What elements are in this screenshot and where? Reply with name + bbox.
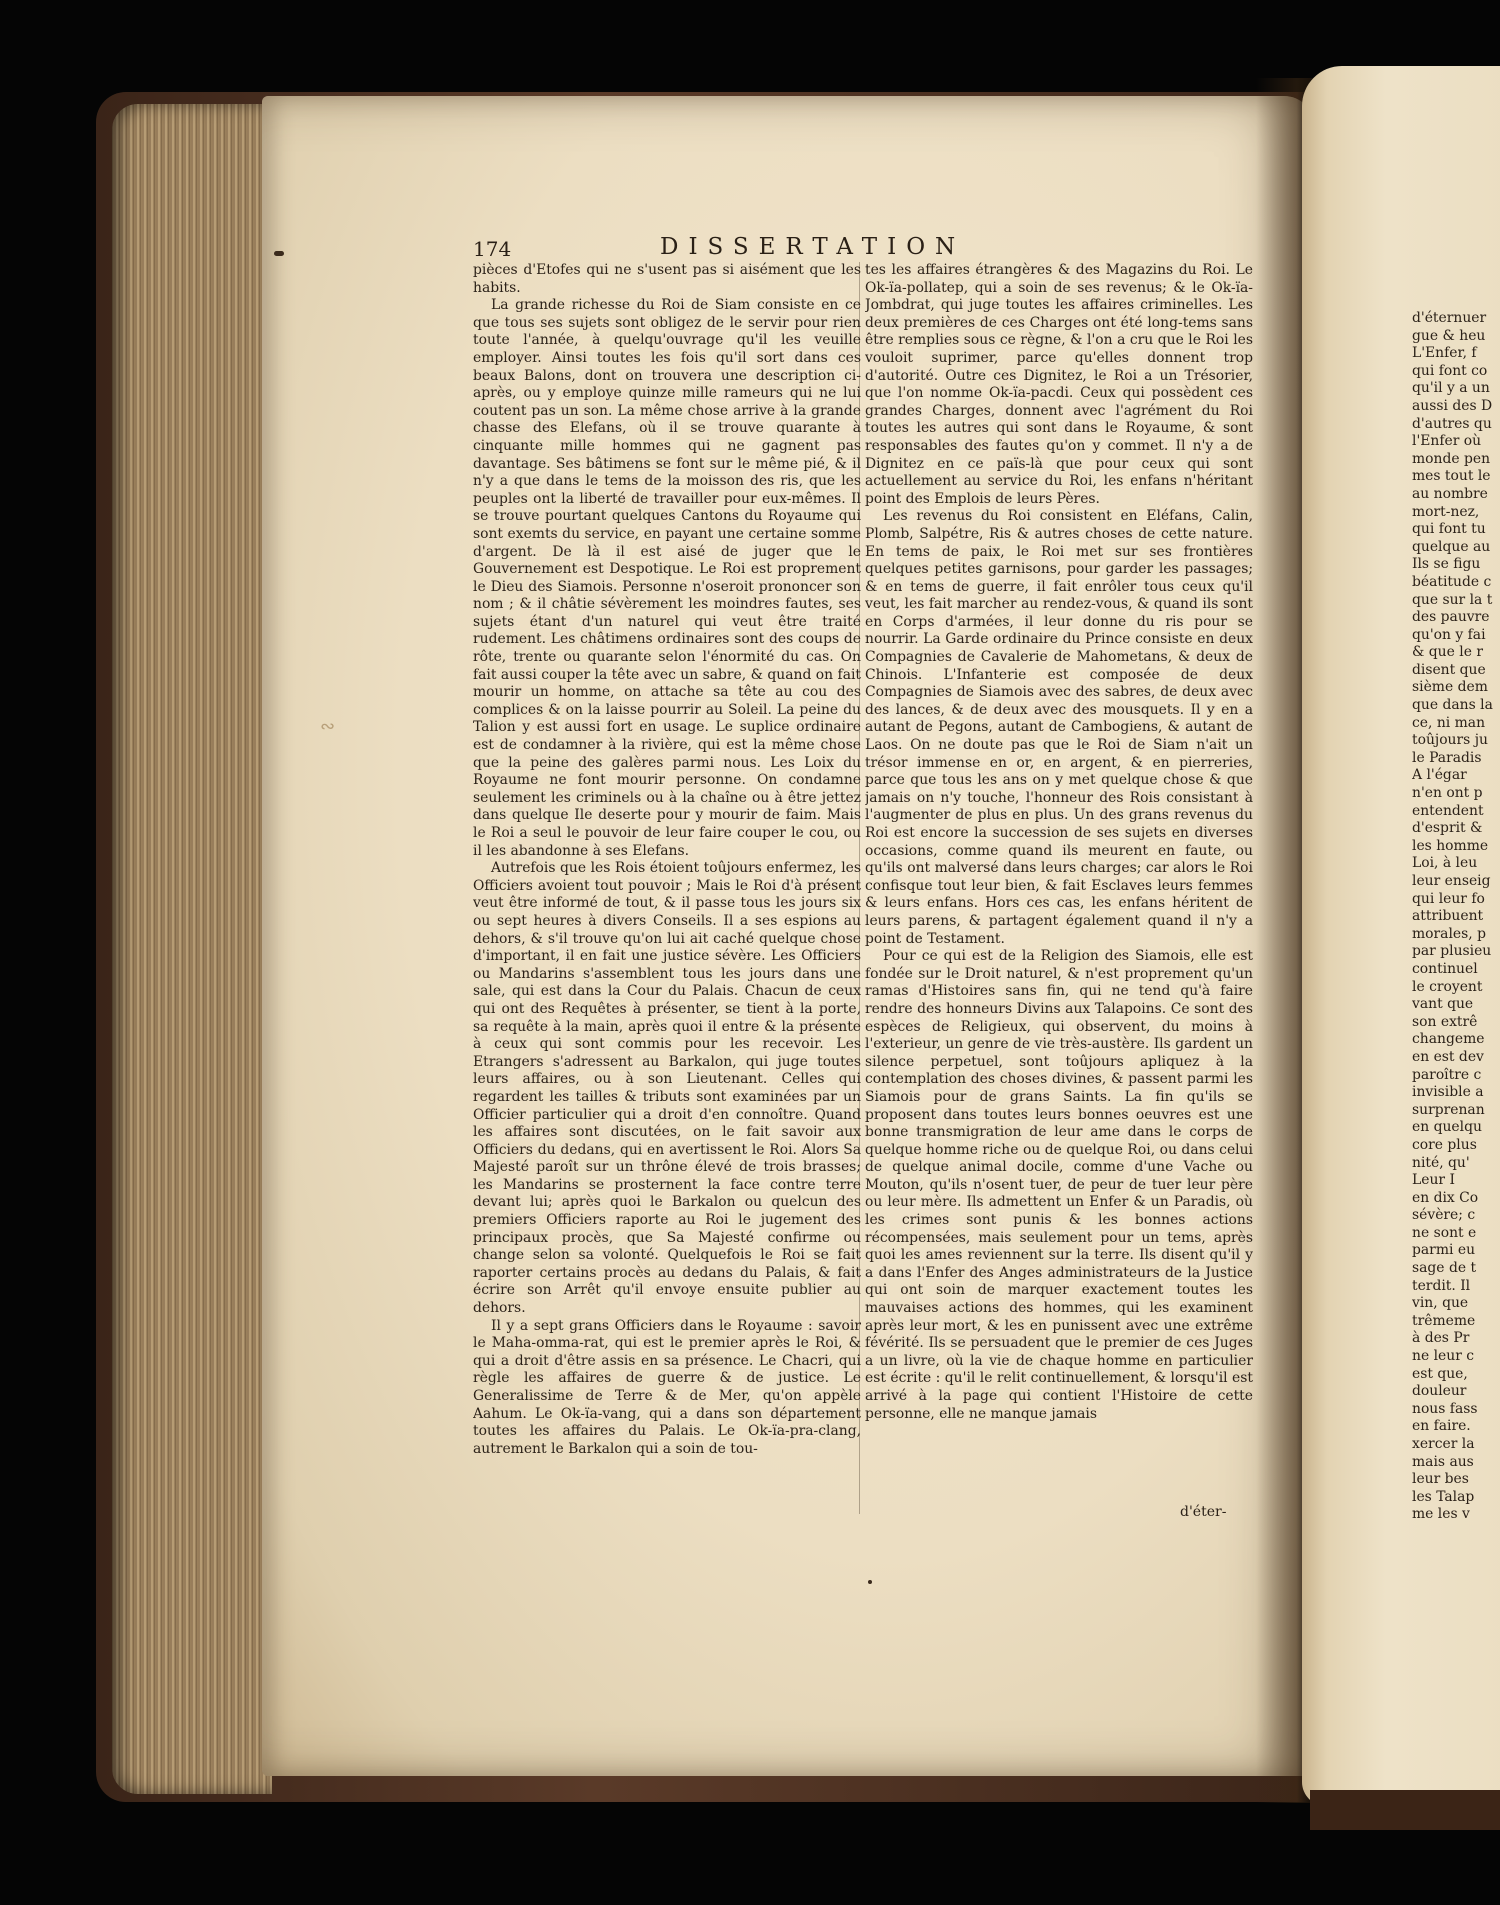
facing-page-line: aussi des D	[1412, 397, 1493, 414]
facing-page-line: mort-nez,	[1412, 503, 1480, 520]
facing-page-line: vin, que	[1412, 1295, 1469, 1312]
facing-page-line: nous fass	[1412, 1400, 1478, 1417]
facing-page-line: quelque au	[1412, 538, 1491, 555]
page-stain: ∾	[320, 716, 336, 737]
facing-page-line: parmi eu	[1412, 1242, 1476, 1259]
facing-page-line: disent que	[1412, 661, 1486, 678]
facing-page-line: n'en ont p	[1412, 785, 1483, 802]
facing-page-line: core plus	[1412, 1136, 1477, 1153]
facing-page-line: surprenan	[1412, 1101, 1485, 1118]
column-divider	[859, 262, 860, 1514]
facing-page-line: invisible a	[1412, 1084, 1484, 1101]
facing-page-line: leur bes	[1412, 1471, 1469, 1488]
ink-mark	[274, 251, 284, 256]
facing-page-line: en est dev	[1412, 1048, 1484, 1065]
facing-page-line: d'esprit &	[1412, 820, 1483, 837]
facing-page-line: & que le r	[1412, 644, 1483, 661]
facing-page-line: que sur la t	[1412, 591, 1493, 608]
running-head: DISSERTATION	[660, 234, 966, 260]
facing-page-line: me les v	[1412, 1506, 1470, 1523]
facing-page-line: en quelqu	[1412, 1119, 1482, 1136]
facing-page-line: gue & heu	[1412, 327, 1486, 344]
right-cover	[1310, 1790, 1500, 1830]
paragraph: La grande richesse du Roi de Siam consiste en ce que tous ses sujets sont obligez de le servir pour rien toute l'année, à quelqu'ouvrage qu'il les veuille employer. Ainsi toutes les fois qu'il sort dans ces beaux Balons, dont on trouvera une description ci-après, ou y employe quinze mille rameurs qui ne lui coutent pas un son. La même chose arrive à la grande chasse des Elefans, où il se trouve quarante à cinquante mille hommes qui ne gagnent pas davantage. Ses bâtimens se font sur le même pié, & il n'y a que dans le tems de la moisson des ris, que les peuples ont la liberté de travailler pour eux-mêmes. Il se trouve pourtant quelques Cantons du Royaume qui sont exemts du service, en payant une certaine somme d'argent. De là il est aisé de juger que le Gouvernement est Despotique. Le Roi est proprement le Dieu des Siamois. Personne n'oseroit prononcer son nom ; & il châtie sévèrement les moindres fautes, ses sujets étant d'un naturel qui veut être traité rudement. Les châtimens ordinaires sont des coups de rôte, trente ou quarante selon l'énormité du cas. On fait aussi couper la tête avec un sabre, & quand on fait mourir un homme, on attache sa tête au cou des complices & on la laisse pourrir au Soleil. La peine du Talion y est aussi fort en usage. Le suplice ordinaire est de condamner à la rivière, qui est la même chose que la peine des galères parmi nous. Les Loix du Royaume ne font mourir personne. On condamne seulement les criminels ou à la chaîne ou à être jettez dans quelque Ile deserte pour y mourir de faim. Mais le Roi a seul le pouvoir de leur faire couper le cou, ou il les abandonne à ses Elefans.	[473, 297, 861, 859]
text-column-right	[865, 262, 1253, 1522]
paragraph: pièces d'Etofes qui ne s'usent pas si aisément que les habits.	[473, 262, 861, 296]
facing-page-line: sévère; c	[1412, 1207, 1476, 1224]
page-edges	[112, 104, 272, 1794]
facing-page-line: le Paradis	[1412, 749, 1482, 766]
facing-page-line: qu'il y a un	[1412, 380, 1490, 397]
paragraph: Autrefois que les Rois étoient toûjours enfermez, les Officiers avoient tout pouvoir ; Mais le Roi d'à présent veut être informé de tout, & il passe tous les jours six ou sept heures à divers Conseils. Il a ses espions au dehors, & s'il trouve qu'on lui ait caché quelque chose d'important, il en fait une justice sévère. Les Officiers ou Mandarins s'assemblent tous les jours dans une sale, qui est dans la Cour du Palais. Chacun de ceux qui ont des Requêtes à présenter, se tient à la porte, sa requête à la main, après quoi il entre & la présente à ceux qui sont commis pour les recevoir. Les Etrangers s'adressent au Barkalon, qui juge toutes leurs affaires, ou à son Lieutenant. Celles qui regardent les tailles & tributs sont examinées par un Officier particulier qui a droit d'en connoître. Quand les affaires sont discutées, on le fait savoir aux Officiers du dedans, qui en avertissent le Roi. Alors Sa Majesté paroît sur un thrône élevé de trois brasses; les Mandarins se prosternent la face contre terre devant lui; après quoi le Barkalon ou quelcun des premiers Officiers raporte au Roi le jugement des principaux procès, que Sa Majesté confirme ou change selon sa volonté. Quelquefois le Roi se fait raporter certains procès au dedans du Palais, & fait écrire son Arrêt qu'il envoye ensuite publier au dehors.	[473, 860, 861, 1317]
facing-page-line: Ils se figu	[1412, 556, 1481, 573]
facing-page-line: xercer la	[1412, 1436, 1475, 1452]
facing-page-line: toûjours ju	[1412, 732, 1488, 749]
facing-page-line: douleur	[1412, 1383, 1467, 1400]
facing-page-line: des pauvre	[1412, 609, 1490, 626]
facing-page-line: trêmeme	[1412, 1312, 1476, 1329]
facing-page-line: à des Pr	[1412, 1330, 1470, 1347]
facing-page-line: Loi, à leu	[1412, 855, 1478, 872]
facing-page-line: nité, qu'	[1412, 1154, 1470, 1171]
paragraph: Pour ce qui est de la Religion des Siamois, elle est fondée sur le Droit naturel, & n'est proprement qu'un ramas d'Histoires sans fin, qui ne tend qu'à faire rendre des honneurs Divins aux Talapoins. Ce sont des espèces de Religieux, qui observent, du moins à l'exterieur, un genre de vie très-austère. Ils gardent un silence perpetuel, sont toûjours apliquez à la contemplation des choses divines, & passent parmi les Siamois pour de grans Saints. La fin qu'ils se proposent dans toutes leurs bonnes oeuvres est une bonne transmigration de leur ame dans le corps de quelque homme riche ou de quelque Roi, ou dans celui de quelque animal docile, comme d'une Vache ou Mouton, qu'ils n'osent tuer, de peur de tuer leur père ou leur mère. Ils admettent un Enfer & un Paradis, où les crimes sont punis & les bonnes actions récompensées, mais seulement pour un tems, après quoi les ames reviennent sur la terre. Ils disent qu'il y a dans l'Enfer des Anges administrateurs de la Justice qui ont soin de marquer exactement toutes les mauvaises actions des hommes, qui les examinent après leur mort, & les en punissent avec une extrême févérité. Ils se persuadent que le premier de ces Juges a un livre, où la vie de chaque homme en particulier est écrite : qu'il le relit continuellement, & lorsqu'il est arrivé à la page qui contient l'Histoire de cette personne, elle ne manque jamais	[865, 948, 1253, 1422]
catchword: d'éter-	[1180, 1504, 1227, 1520]
facing-page-line: entendent	[1412, 802, 1484, 819]
facing-page-line: d'éternuer	[1412, 310, 1487, 326]
ink-dot	[868, 1580, 872, 1584]
facing-page-line: Leur I	[1412, 1172, 1455, 1189]
facing-page-line: béatitude c	[1412, 573, 1492, 590]
facing-page-line: monde pen	[1412, 450, 1491, 467]
facing-page-line: les Talap	[1412, 1488, 1475, 1505]
facing-page-line: d'autres qu	[1412, 415, 1492, 432]
facing-page-line: que dans la	[1412, 697, 1493, 714]
facing-page-line: qui font tu	[1412, 521, 1486, 538]
facing-page-line: changeme	[1412, 1031, 1485, 1048]
facing-page-line: morales, p	[1412, 925, 1486, 942]
facing-page-line: l'Enfer où	[1412, 433, 1482, 450]
facing-page-line: mais aus	[1412, 1453, 1474, 1470]
facing-page-line: les homme	[1412, 837, 1489, 854]
paragraph: tes les affaires étrangères & des Magazins du Roi. Le Ok-ïa-pollatep, qui a soin de ses revenus; & le Ok-ïa-Jombdrat, qui juge toutes les affaires criminelles. Les deux premières de ces Charges ont été long-tems sans être remplies sous ce règne, & l'on a cru que le Roi les vouloit suprimer, parce qu'elles donnent trop d'autorité. Outre ces Dignitez, le Roi a un Trésorier, que l'on nomme Ok-ïa-pacdi. Ceux qui possèdent ces grandes Charges, donnent avec l'agrément du Roi toutes les autres qui sont dans le Royaume, & sont responsables des fautes qu'on y commet. Il n'y a de Dignitez en ce païs-là que pour ceux qui sont actuellement au service du Roi, les enfans n'héritant point des Emplois de leurs Pères.	[865, 262, 1253, 507]
page-number: 174	[473, 237, 512, 261]
facing-page-line: par plusieu	[1412, 943, 1492, 960]
facing-page-line: terdit. Il	[1412, 1277, 1471, 1294]
paragraph: Il y a sept grans Officiers dans le Royaume : savoir le Maha-omma-rat, qui est le premier après le Roi, & qui a droit d'être assis en sa présence. Le Chacri, qui règle les affaires de guerre & de justice. Le Generalissime de Terre & de Mer, qu'on appèle Aahum. Le Ok-ïa-vang, qui a dans son département toutes les affaires du Palais. Le Ok-ïa-pra-clang, autrement le Barkalon qui a soin de tou-	[473, 1317, 861, 1457]
facing-page-line: en faire.	[1412, 1418, 1471, 1435]
facing-page-line: A l'égar	[1412, 767, 1467, 784]
facing-page-line: ne sont e	[1412, 1224, 1477, 1241]
paragraph: Les revenus du Roi consistent en Eléfans, Calin, Plomb, Salpétre, Ris & autres choses de cette nature. En tems de paix, le Roi met sur ses frontières quelques petites garnisons, pour garder les passages; & en tems de guerre, il fait enrôler tous ceux qu'il veut, les fait marcher au rendez-vous, & quand ils sont en Corps d'armées, il leur donne du ris pour se nourrir. La Garde ordinaire du Prince consiste en deux Compagnies de Cavalerie de Mahometans, & deux de Chinois. L'Infanterie est composée de deux Compagnies de Siamois avec des sabres, de deux avec des lances, & de deux avec des mousquets. Il y en a autant de Pegons, autant de Cambogiens, & autant de Laos. On ne doute pas que le Roi de Siam n'ait un trésor immense en or, en argent, & en pierreries, parce que tous les ans on y met quelque chose & que jamais on n'y touche, l'honneur des Rois consistant à l'augmenter de plus en plus. Un des grans revenus du Roi est encore la succession de ses sujets en diverses occasions, comme quand ils meurent en faute, ou qu'ils ont malversé dans leurs charges; car alors le Roi confisque tout leur bien, & fait Esclaves leurs femmes & leurs enfans. Hors ces cas, les enfans héritent de leurs parens, & partagent également quand il n'y a point de Testament.	[865, 508, 1253, 947]
facing-page-line: ce, ni man	[1412, 714, 1486, 731]
facing-page-line: continuel	[1412, 960, 1478, 977]
facing-page-line: mes tout le	[1412, 468, 1491, 485]
facing-page-line: vant que	[1412, 996, 1474, 1013]
facing-page-line: qui leur fo	[1412, 890, 1485, 907]
facing-page-line: paroître c	[1412, 1066, 1482, 1083]
facing-page-line: son extrê	[1412, 1013, 1478, 1030]
facing-page-text	[1412, 310, 1500, 1560]
facing-page-line: qu'on y fai	[1412, 626, 1486, 643]
facing-page-line: en dix Co	[1412, 1189, 1479, 1206]
facing-page-line: est que,	[1412, 1365, 1468, 1382]
facing-page-line: ne leur c	[1412, 1348, 1475, 1365]
facing-page-line: leur enseig	[1412, 873, 1491, 889]
facing-page-line: L'Enfer, f	[1412, 345, 1477, 362]
facing-page-line: sage de t	[1412, 1260, 1477, 1277]
facing-page-line: attribuent	[1412, 908, 1484, 925]
text-column-left	[473, 262, 861, 1522]
facing-page-line: sième dem	[1412, 679, 1488, 696]
facing-page-line: le croyent	[1412, 978, 1483, 995]
facing-page-line: au nombre	[1412, 485, 1488, 502]
facing-page-line: qui font co	[1412, 362, 1488, 379]
